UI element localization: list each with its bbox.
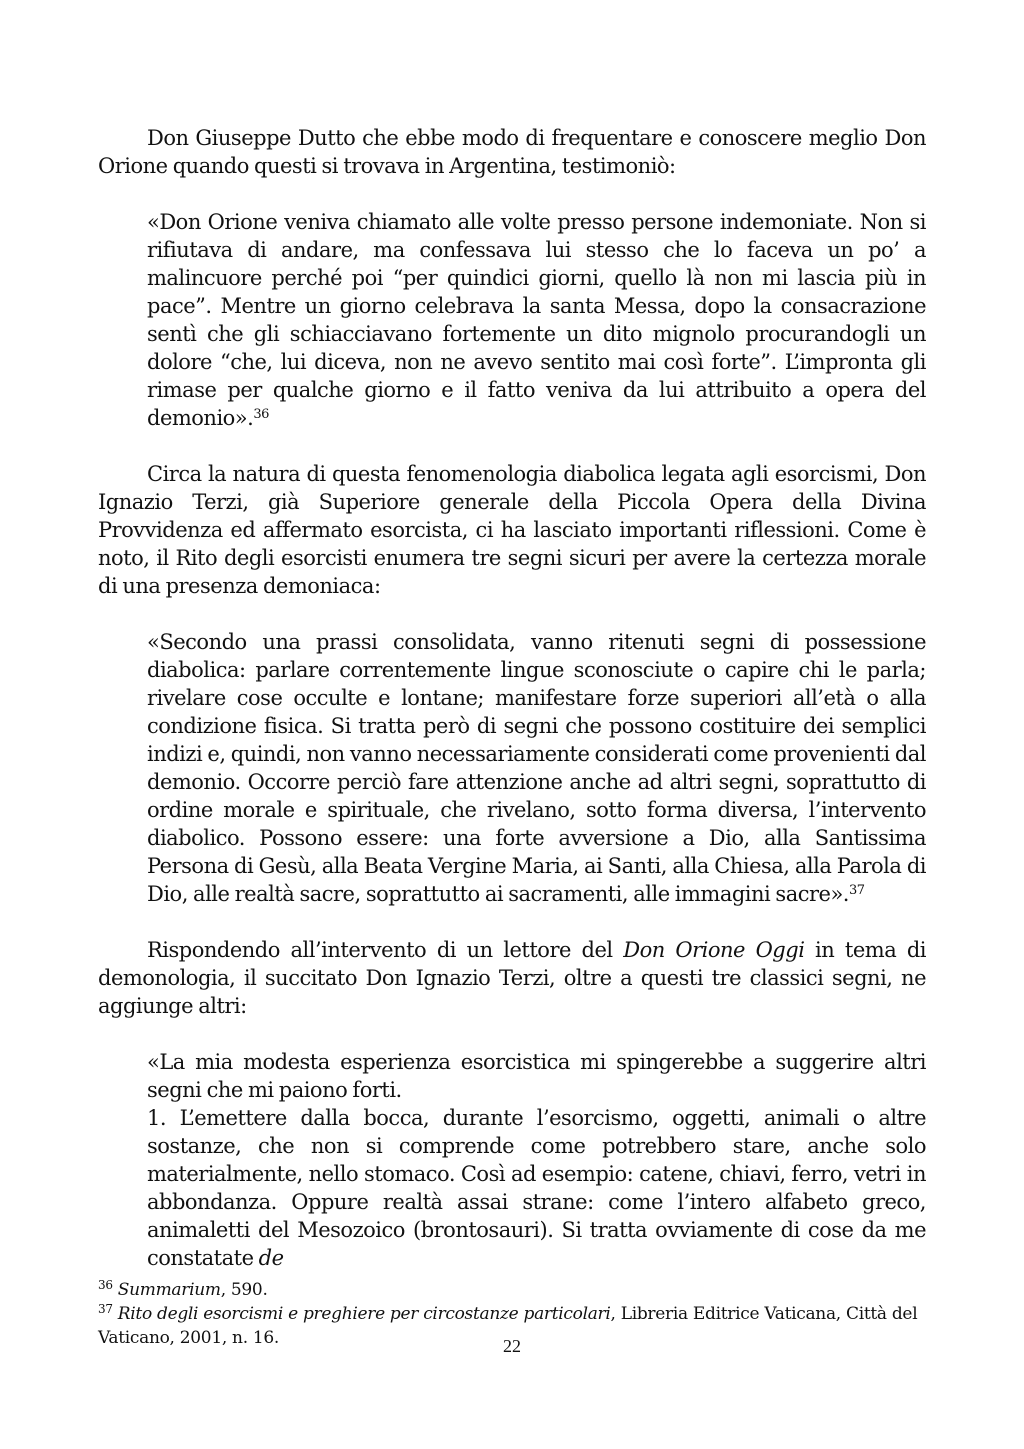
paragraph-terzi-intro: Circa la natura di questa fenomenologia diabolica legata agli esorcismi, Don Ignazio Terzi, già Superiore generale della Piccola Opera della Divina Provvidenza ed affermato esorcista, ci ha lasciato importanti riflessioni. Come è noto, il Rito degli esorcisti enumera tre segni sicuri per avere la certezza morale di una presenza demoniaca:: [98, 462, 926, 598]
page-body: [98, 124, 926, 1272]
paragraph-text: in tema di demonologia, il succitato Don Ignazio Terzi, oltre a questi tre classici segni, ne aggiunge altri:: [98, 938, 926, 1018]
paragraph-lettore: [98, 936, 926, 1020]
footnote-36: [98, 1278, 926, 1302]
footnote-text: , Libreria Editrice Vaticana, Città del Vaticano, 2001, n. 16.: [98, 1304, 918, 1348]
quote-text: «Don Orione veniva chiamato alle volte presso persone indemoniate. Non si rifiutava di andare, ma confessava lui stesso che lo faceva un po’ a malincuore perché poi “per quindici giorni, quello là non mi lascia più in pace”. Mentre un giorno celebrava la santa Messa, dopo la consacrazione sentì che gli schiacciavano fortemente un dito mignolo procurandogli un dolore “che, lui diceva, non ne avevo sentito mai così forte”. L’impronta gli rimase per qualche giorno e il fatto veniva da lui attribuito a opera del demonio».: [147, 210, 926, 430]
quote-text: «Secondo una prassi consolidata, vanno ritenuti segni di possessione diabolica: parlare correntemente lingue sconosciute o capire chi le parla; rivelare cose occulte e lontane; manifestare forze superiori all’età o alla condizione fisica. Si tratta però di segni che possono costituire dei semplici indizi e, quindi, non vanno necessariamente considerati come provenienti dal demonio. Occorre perciò fare attenzione anche ad altri segni, soprattutto di ordine morale e spirituale, che rivelano, sotto forma diversa, l’intervento diabolico. Possono essere: una forte avversione a Dio, alla Santissima Persona di Gesù, alla Beata Vergine Maria, ai Santi, alla Chiesa, alla Parola di Dio, alle realtà sacre, soprattutto ai sacramenti, alle immagini sacre».: [147, 630, 926, 906]
quote-terzi-line2: [147, 1104, 926, 1272]
quote-terzi-line1: «La mia modesta esperienza esorcistica mi spingerebbe a suggerire altri segni che mi paiono forti.: [147, 1050, 926, 1102]
paragraph-dutto-intro: Don Giuseppe Dutto che ebbe modo di frequentare e conoscere meglio Don Orione quando questi si trovava in Argentina, testimoniò:: [98, 126, 926, 178]
page-number: 22: [503, 1336, 521, 1356]
publication-title: Don Orione Oggi: [623, 938, 805, 962]
footnote-number: 36: [98, 1278, 113, 1292]
quote-rito-esorcisti: [147, 628, 926, 908]
footnote-source: Rito degli esorcismi e preghiere per circostanze particolari: [117, 1304, 611, 1324]
footnote-ref-37[interactable]: 37: [848, 883, 865, 898]
paragraph-text: Rispondendo all’intervento di un lettore del: [147, 938, 624, 962]
quote-text: 1. L’emettere dalla bocca, durante l’esorcismo, oggetti, animali o altre sostanze, che non si comprende come potrebbero stare, anche solo materialmente, nello stomaco. Così ad esempio: catene, chiavi, ferro, vetri in abbondanza. Oppure realtà assai strane: come l’intero alfabeto greco, animaletti del Mesozoico (brontosauri). Si tratta ovviamente di cose da me constatate: [147, 1106, 926, 1270]
quote-italic: de: [258, 1246, 284, 1270]
footnote-number: 37: [98, 1302, 113, 1316]
footnote-ref-36[interactable]: 36: [253, 407, 269, 422]
footnote-text: , 590.: [220, 1280, 268, 1300]
footnote-source: Summarium: [117, 1280, 221, 1300]
quote-dutto-testimony: [147, 208, 926, 432]
